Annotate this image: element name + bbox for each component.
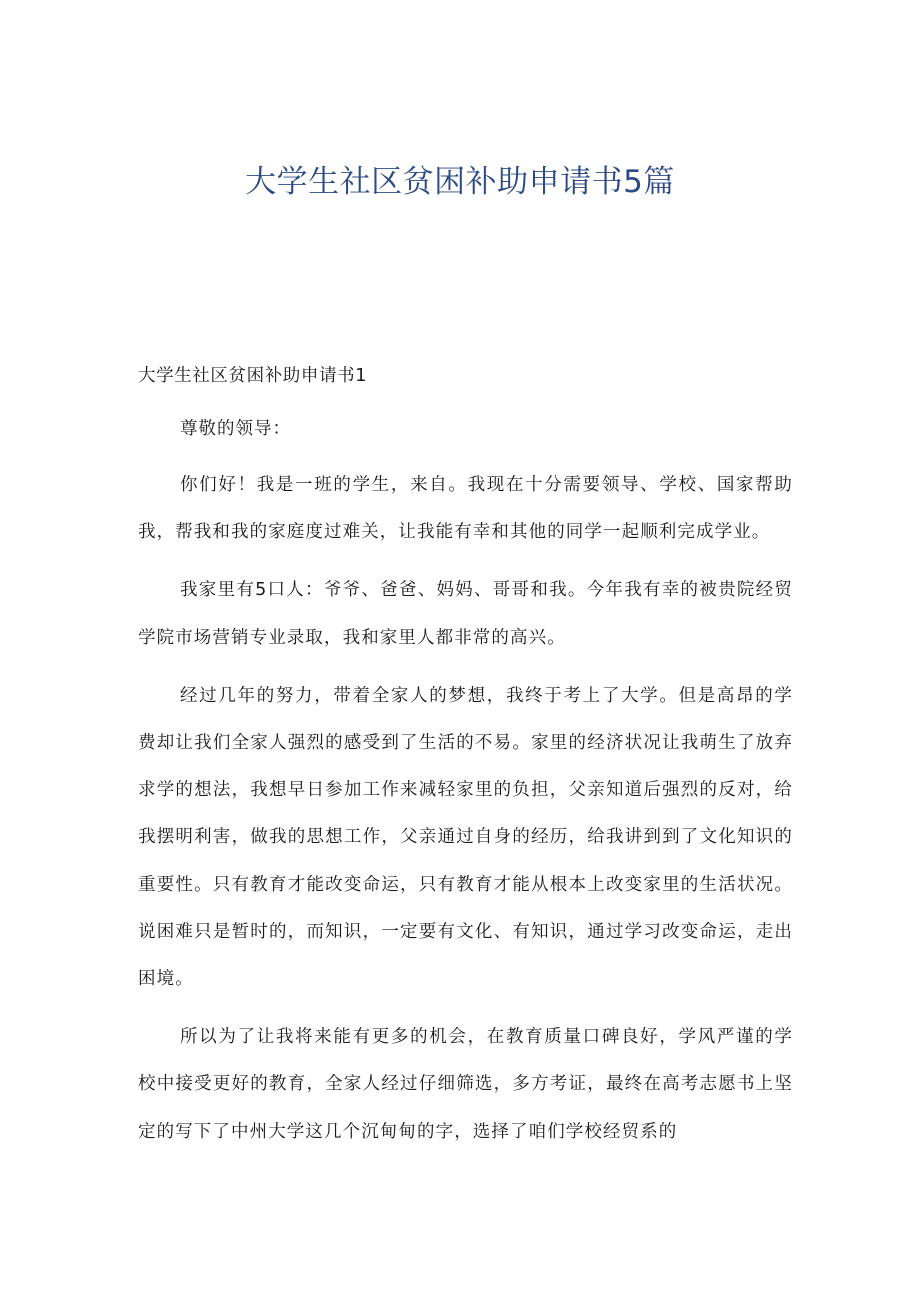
- section-heading: 大学生社区贫困补助申请书1: [138, 366, 367, 386]
- document-title: 大学生社区贫困补助申请书5篇: [245, 164, 675, 200]
- paragraph-3: 经过几年的努力，带着全家人的梦想，我终于考上了大学。但是高昂的学费却让我们全家人强烈的感受到了生活的不易。家里的经济状况让我萌生了放弃求学的想法，我想早日参加工作来减轻家里的负担，父亲知道后强烈的反对，给我摆明利害，做我的思想工作，父亲通过自身的经历，给我讲到到了文化知识的重要性。只有教育才能改变命运，只有教育才能从根本上改变家里的生活状况。说困难只是暂时的，而知识，一定要有文化、有知识，通过学习改变命运，走出困境。: [138, 685, 793, 990]
- paragraph-2: 我家里有5口人：爷爷、爸爸、妈妈、哥哥和我。今年我有幸的被贵院经贸学院市场营销专业录取，我和家里人都非常的高兴。: [138, 580, 793, 648]
- paragraph-1: 你们好！我是一班的学生，来自。我现在十分需要领导、学校、国家帮助我，帮我和我的家庭度过难关，让我能有幸和其他的同学一起顺利完成学业。: [138, 475, 793, 543]
- salutation: 尊敬的领导：: [180, 419, 291, 439]
- paragraph-4: 所以为了让我将来能有更多的机会，在教育质量口碑良好，学风严谨的学校中接受更好的教育，全家人经过仔细筛选，多方考证，最终在高考志愿书上坚定的写下了中州大学这几个沉甸甸的字，选择了咱们学校经贸系的: [138, 1027, 793, 1142]
- document-body: [138, 354, 793, 1156]
